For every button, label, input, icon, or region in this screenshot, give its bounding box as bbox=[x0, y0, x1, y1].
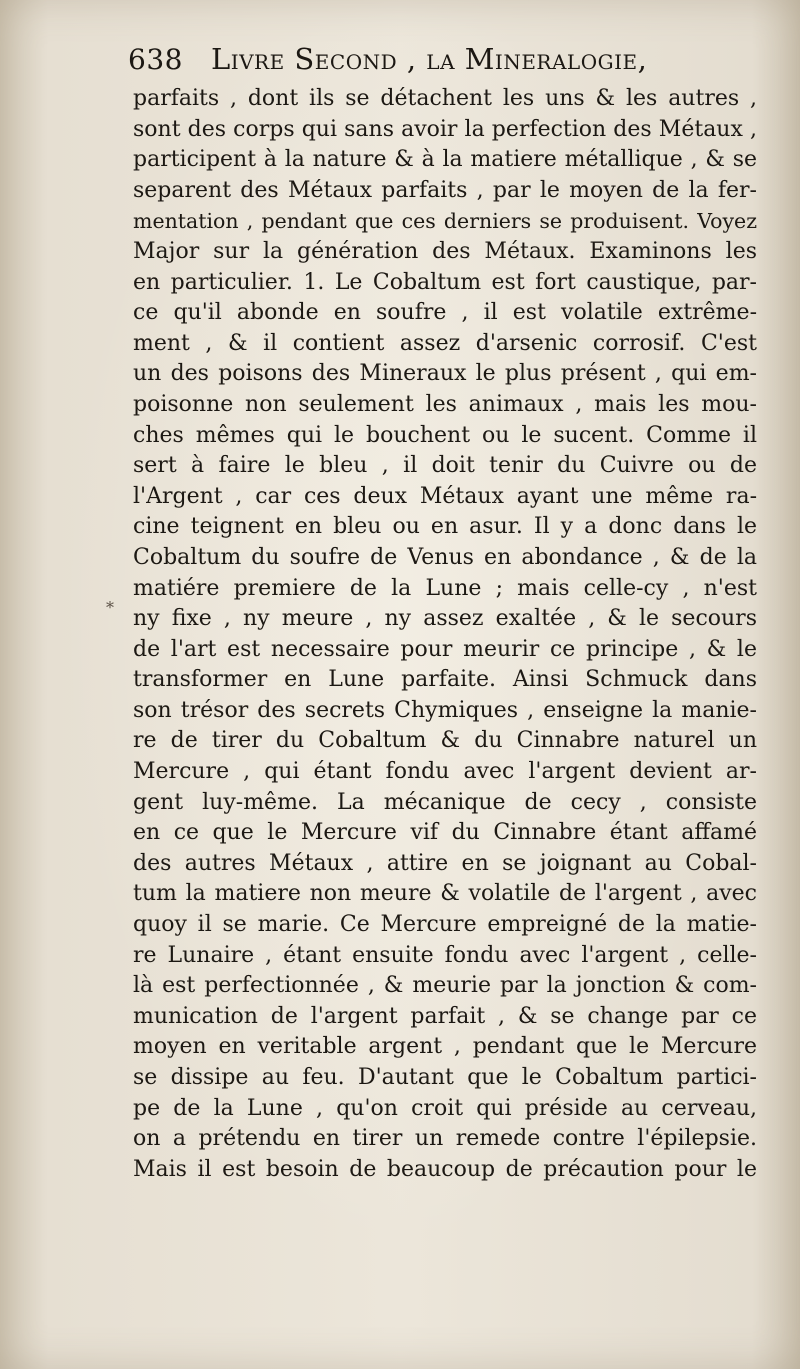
text-line: mentation , pendant que ces derniers se produisent. Voyez bbox=[133, 209, 757, 234]
text-line: tum la matiere non meure & volatile de l'argent , avec bbox=[133, 881, 757, 907]
text-line: sert à faire le bleu , il doit tenir du Cuivre ou de bbox=[133, 453, 757, 479]
text-line: transformer en Lune parfaite. Ainsi Schmuck dans bbox=[133, 667, 757, 693]
text-line: separent des Métaux parfaits , par le moyen de la fer- bbox=[133, 177, 757, 203]
page-number: 638 bbox=[128, 43, 183, 76]
text-line: des autres Métaux , attire en se joignant au Cobal- bbox=[133, 850, 757, 876]
margin-mark: * bbox=[106, 598, 114, 617]
text-line: gent luy-même. La mécanique de cecy , consiste bbox=[133, 789, 757, 815]
text-line: re Lunaire , étant ensuite fondu avec l'argent , celle- bbox=[133, 942, 757, 968]
text-line: l'Argent , car ces deux Métaux ayant une même ra- bbox=[133, 483, 757, 509]
text-line: Major sur la génération des Métaux. Examinons les bbox=[133, 238, 757, 264]
text-line: participent à la nature & à la matiere métallique , & se bbox=[133, 147, 757, 173]
text-line: en particulier. 1. Le Cobaltum est fort caustique, par- bbox=[133, 269, 757, 295]
text-line: ment , & il contient assez d'arsenic corrosif. C'est bbox=[133, 330, 757, 356]
text-line: poisonne non seulement les animaux , mais les mou- bbox=[133, 391, 757, 417]
text-line: Mais il est besoin de beaucoup de précaution pour le bbox=[133, 1156, 757, 1182]
text-line: un des poisons des Mineraux le plus présent , qui em- bbox=[133, 361, 757, 387]
body-text bbox=[133, 84, 757, 1185]
text-line: sont des corps qui sans avoir la perfection des Métaux , bbox=[133, 116, 757, 142]
text-line: son trésor des secrets Chymiques , enseigne la manie- bbox=[133, 697, 757, 723]
text-line: ce qu'il abonde en soufre , il est volatile extrême- bbox=[133, 300, 757, 326]
text-line: quoy il se marie. Ce Mercure empreigné de la matie- bbox=[133, 912, 757, 938]
text-line: pe de la Lune , qu'on croit qui préside au cerveau, bbox=[133, 1095, 757, 1121]
text-line: munication de l'argent parfait , & se change par ce bbox=[133, 1003, 757, 1029]
text-line: de l'art est necessaire pour meurir ce principe , & le bbox=[133, 636, 757, 662]
text-line: parfaits , dont ils se détachent les uns & les autres , bbox=[133, 86, 757, 111]
text-line: re de tirer du Cobaltum & du Cinnabre naturel un bbox=[133, 728, 757, 754]
text-line: matiére premiere de la Lune ; mais celle-cy , n'est bbox=[133, 575, 757, 601]
running-head bbox=[128, 42, 728, 84]
text-line: Cobaltum du soufre de Venus en abondance , & de la bbox=[133, 544, 757, 570]
text-line: Mercure , qui étant fondu avec l'argent devient ar- bbox=[133, 759, 757, 785]
text-line: là est perfectionnée , & meurie par la jonction & com- bbox=[133, 973, 757, 999]
text-line: ches mêmes qui le bouchent ou le sucent. Comme il bbox=[133, 422, 757, 448]
running-title: Livre Second , la Mineralogie, bbox=[210, 42, 648, 76]
text-line: on a prétendu en tirer un remede contre l'épilepsie. bbox=[133, 1126, 757, 1152]
text-line: ny fixe , ny meure , ny assez exaltée , & le secours bbox=[133, 606, 757, 632]
text-line: en ce que le Mercure vif du Cinnabre étant affamé bbox=[133, 820, 757, 846]
text-line: moyen en veritable argent , pendant que le Mercure bbox=[133, 1034, 757, 1060]
text-line: se dissipe au feu. D'autant que le Cobaltum partici- bbox=[133, 1065, 757, 1090]
text-line: cine teignent en bleu ou en asur. Il y a donc dans le bbox=[133, 514, 757, 540]
